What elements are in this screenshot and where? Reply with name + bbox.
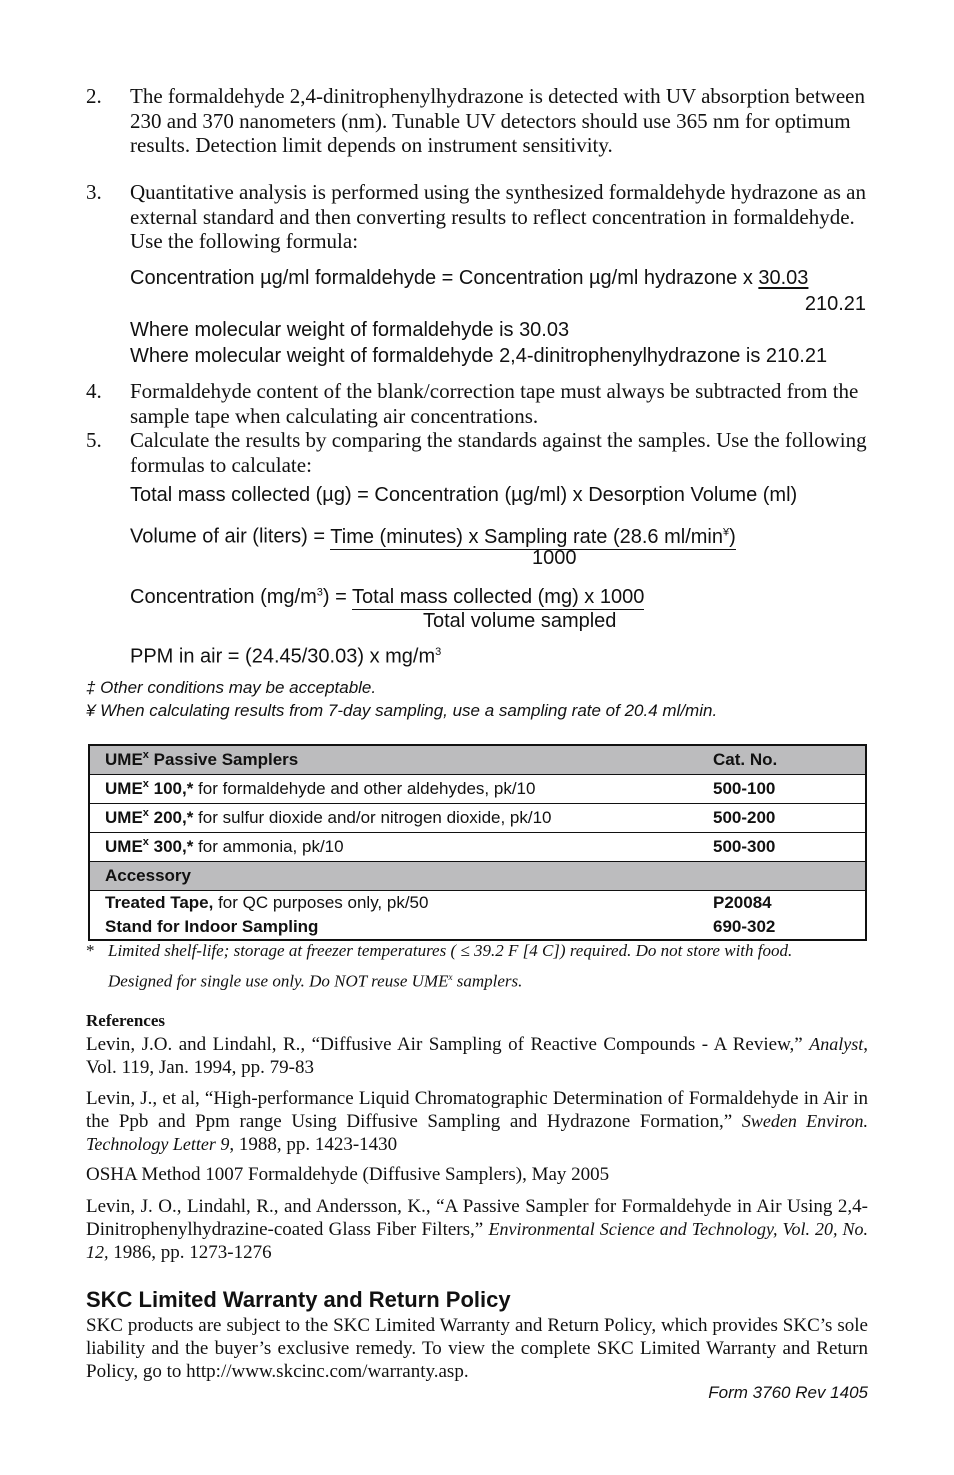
header-cat-no: Cat. No. bbox=[703, 745, 866, 775]
product-cell: Treated Tape, for QC purposes only, pk/50 bbox=[105, 893, 429, 912]
formula-denominator: 210.21 bbox=[804, 293, 866, 315]
cat-no-cell: P20084 bbox=[713, 893, 772, 912]
volume-numerator: Time (minutes) x Sampling rate (28.6 ml/min¥) bbox=[330, 525, 736, 548]
table-row bbox=[89, 891, 866, 916]
table-row bbox=[89, 915, 866, 940]
reference-4: Levin, J. O., Lindahl, R., and Andersson, K., “A Passive Sampler for Formaldehyde in Air Using 2,4-Dinitrophenylhydrazine-coated Glass Fiber Filters,” Environmental Science and Technology, Vol. 20, No. 12, 1986, pp. 1273-1276 bbox=[86, 1196, 868, 1263]
list-text: The formaldehyde 2,4-dinitrophenylhydrazone is detected with UV absorption between 230 and 370 nanometers (nm). Tunable UV detectors should use 365 nm for optimum results. Detection limit depends on instrument sensitivity. bbox=[130, 84, 865, 157]
list-item-4 bbox=[86, 379, 868, 428]
footnote-marker: * bbox=[86, 941, 95, 960]
cat-no-cell: 500-100 bbox=[703, 775, 866, 804]
mw-hydrazone: Where molecular weight of formaldehyde 2,4-dinitrophenylhydrazone is 210.21 bbox=[130, 345, 828, 367]
table-row bbox=[89, 833, 866, 862]
list-item-5 bbox=[86, 428, 868, 477]
mw-formaldehyde: Where molecular weight of formaldehyde is 30.03 bbox=[130, 319, 570, 341]
volume-lhs: Volume of air (liters) = bbox=[130, 525, 326, 548]
warranty-heading: SKC Limited Warranty and Return Policy bbox=[86, 1287, 511, 1312]
product-cell: UME$^x$ 100,* for formaldehyde and other aldehydes, pk/10 bbox=[89, 775, 703, 804]
concentration-formula bbox=[130, 580, 644, 609]
table-header bbox=[89, 745, 866, 775]
list-number: 5. bbox=[86, 428, 102, 452]
list-number: 2. bbox=[86, 84, 102, 108]
sampling-rate-note: ¥ When calculating results from 7-day sampling, use a sampling rate of 20.4 ml/min. bbox=[86, 701, 718, 720]
list-item-2 bbox=[86, 84, 868, 158]
list-text: Quantitative analysis is performed using the synthesized formaldehyde hydrazone as an external standard and then converting results to reflect concentration in formaldehyde. Use the following formula: bbox=[130, 180, 866, 253]
form-number: Form 3760 Rev 1405 bbox=[708, 1383, 868, 1402]
concentration-numerator: Total mass collected (mg) x 1000 bbox=[351, 585, 645, 608]
header-product: UME$^x$ Passive Samplers bbox=[89, 745, 703, 775]
warranty-text: SKC products are subject to the SKC Limited Warranty and Return Policy, which provides SKC’s sole liability and the buyer’s exclusive remedy. To view the complete SKC Limited Warranty and Return Policy, go to http://www.skcinc.com/warranty.asp. bbox=[86, 1315, 868, 1382]
cat-no-cell: 690-302 bbox=[713, 917, 776, 936]
footnote-line-2: Designed for single use only. Do NOT reuse UME$^x$ samplers. bbox=[108, 971, 523, 991]
cat-no-cell: 500-300 bbox=[703, 833, 866, 862]
list-number: 3. bbox=[86, 180, 102, 204]
list-number: 4. bbox=[86, 379, 102, 403]
list-text: Formaldehyde content of the blank/correction tape must always be subtracted from the sample tape when calculating air concentrations. bbox=[130, 379, 859, 428]
mass-formula: Total mass collected (µg) = Concentration (µg/ml) x Desorption Volume (ml) bbox=[130, 484, 798, 506]
formula-numerator: 30.03 bbox=[758, 267, 809, 289]
shelf-life-note bbox=[86, 938, 868, 995]
reference-1: Levin, J.O. and Lindahl, R., “Diffusive Air Sampling of Reactive Compounds - A Review,” Analyst, Vol. 119, Jan. 1994, pp. 79-83 bbox=[86, 1034, 869, 1078]
conditions-note: ‡ Other conditions may be acceptable. bbox=[86, 678, 377, 697]
product-cell: Stand for Indoor Sampling bbox=[105, 917, 319, 936]
reference-3: OSHA Method 1007 Formaldehyde (Diffusive Samplers), May 2005 bbox=[86, 1164, 610, 1185]
samplers-table bbox=[88, 744, 867, 941]
formula-lhs: Concentration µg/ml formaldehyde = Concentration µg/ml hydrazone x bbox=[130, 267, 753, 289]
volume-formula bbox=[130, 520, 736, 549]
product-cell: UME$^x$ 200,* for sulfur dioxide and/or nitrogen dioxide, pk/10 bbox=[89, 804, 703, 833]
accessory-label: Accessory bbox=[89, 862, 703, 891]
ppm-formula: PPM in air = (24.45/30.03) x $mg/m^3$ bbox=[130, 645, 442, 668]
product-cell: UME$^x$ 300,* for ammonia, pk/10 bbox=[89, 833, 703, 862]
table-row bbox=[89, 804, 866, 833]
table-row bbox=[89, 775, 866, 804]
references-heading: References bbox=[86, 1011, 165, 1030]
list-item-3 bbox=[86, 180, 868, 254]
accessory-cat-empty bbox=[703, 862, 866, 891]
cat-no-cell: 500-200 bbox=[703, 804, 866, 833]
accessory-header bbox=[89, 862, 866, 891]
reference-2: Levin, J., et al, “High-performance Liquid Chromatographic Determination of Formaldehyde in Air in the Ppb and Ppm range Using Diffusive Sampling and Hydrazone Formation,” Sweden Environ. Technology Letter 9, 1988, pp. 1423-1430 bbox=[86, 1088, 869, 1155]
list-text: Calculate the results by comparing the standards against the samples. Use the following formulas to calculate: bbox=[130, 428, 867, 477]
volume-denominator: 1000 bbox=[532, 547, 577, 569]
concentration-lhs: Concentration $(mg/m^3)$ = bbox=[130, 585, 347, 608]
footnote-line-1: Limited shelf-life; storage at freezer temperatures ( ≤ 39.2 F [4 C]) required. Do not store with food. bbox=[108, 941, 793, 960]
hydrazone-formula bbox=[130, 266, 808, 290]
concentration-denominator: Total volume sampled bbox=[423, 610, 617, 632]
